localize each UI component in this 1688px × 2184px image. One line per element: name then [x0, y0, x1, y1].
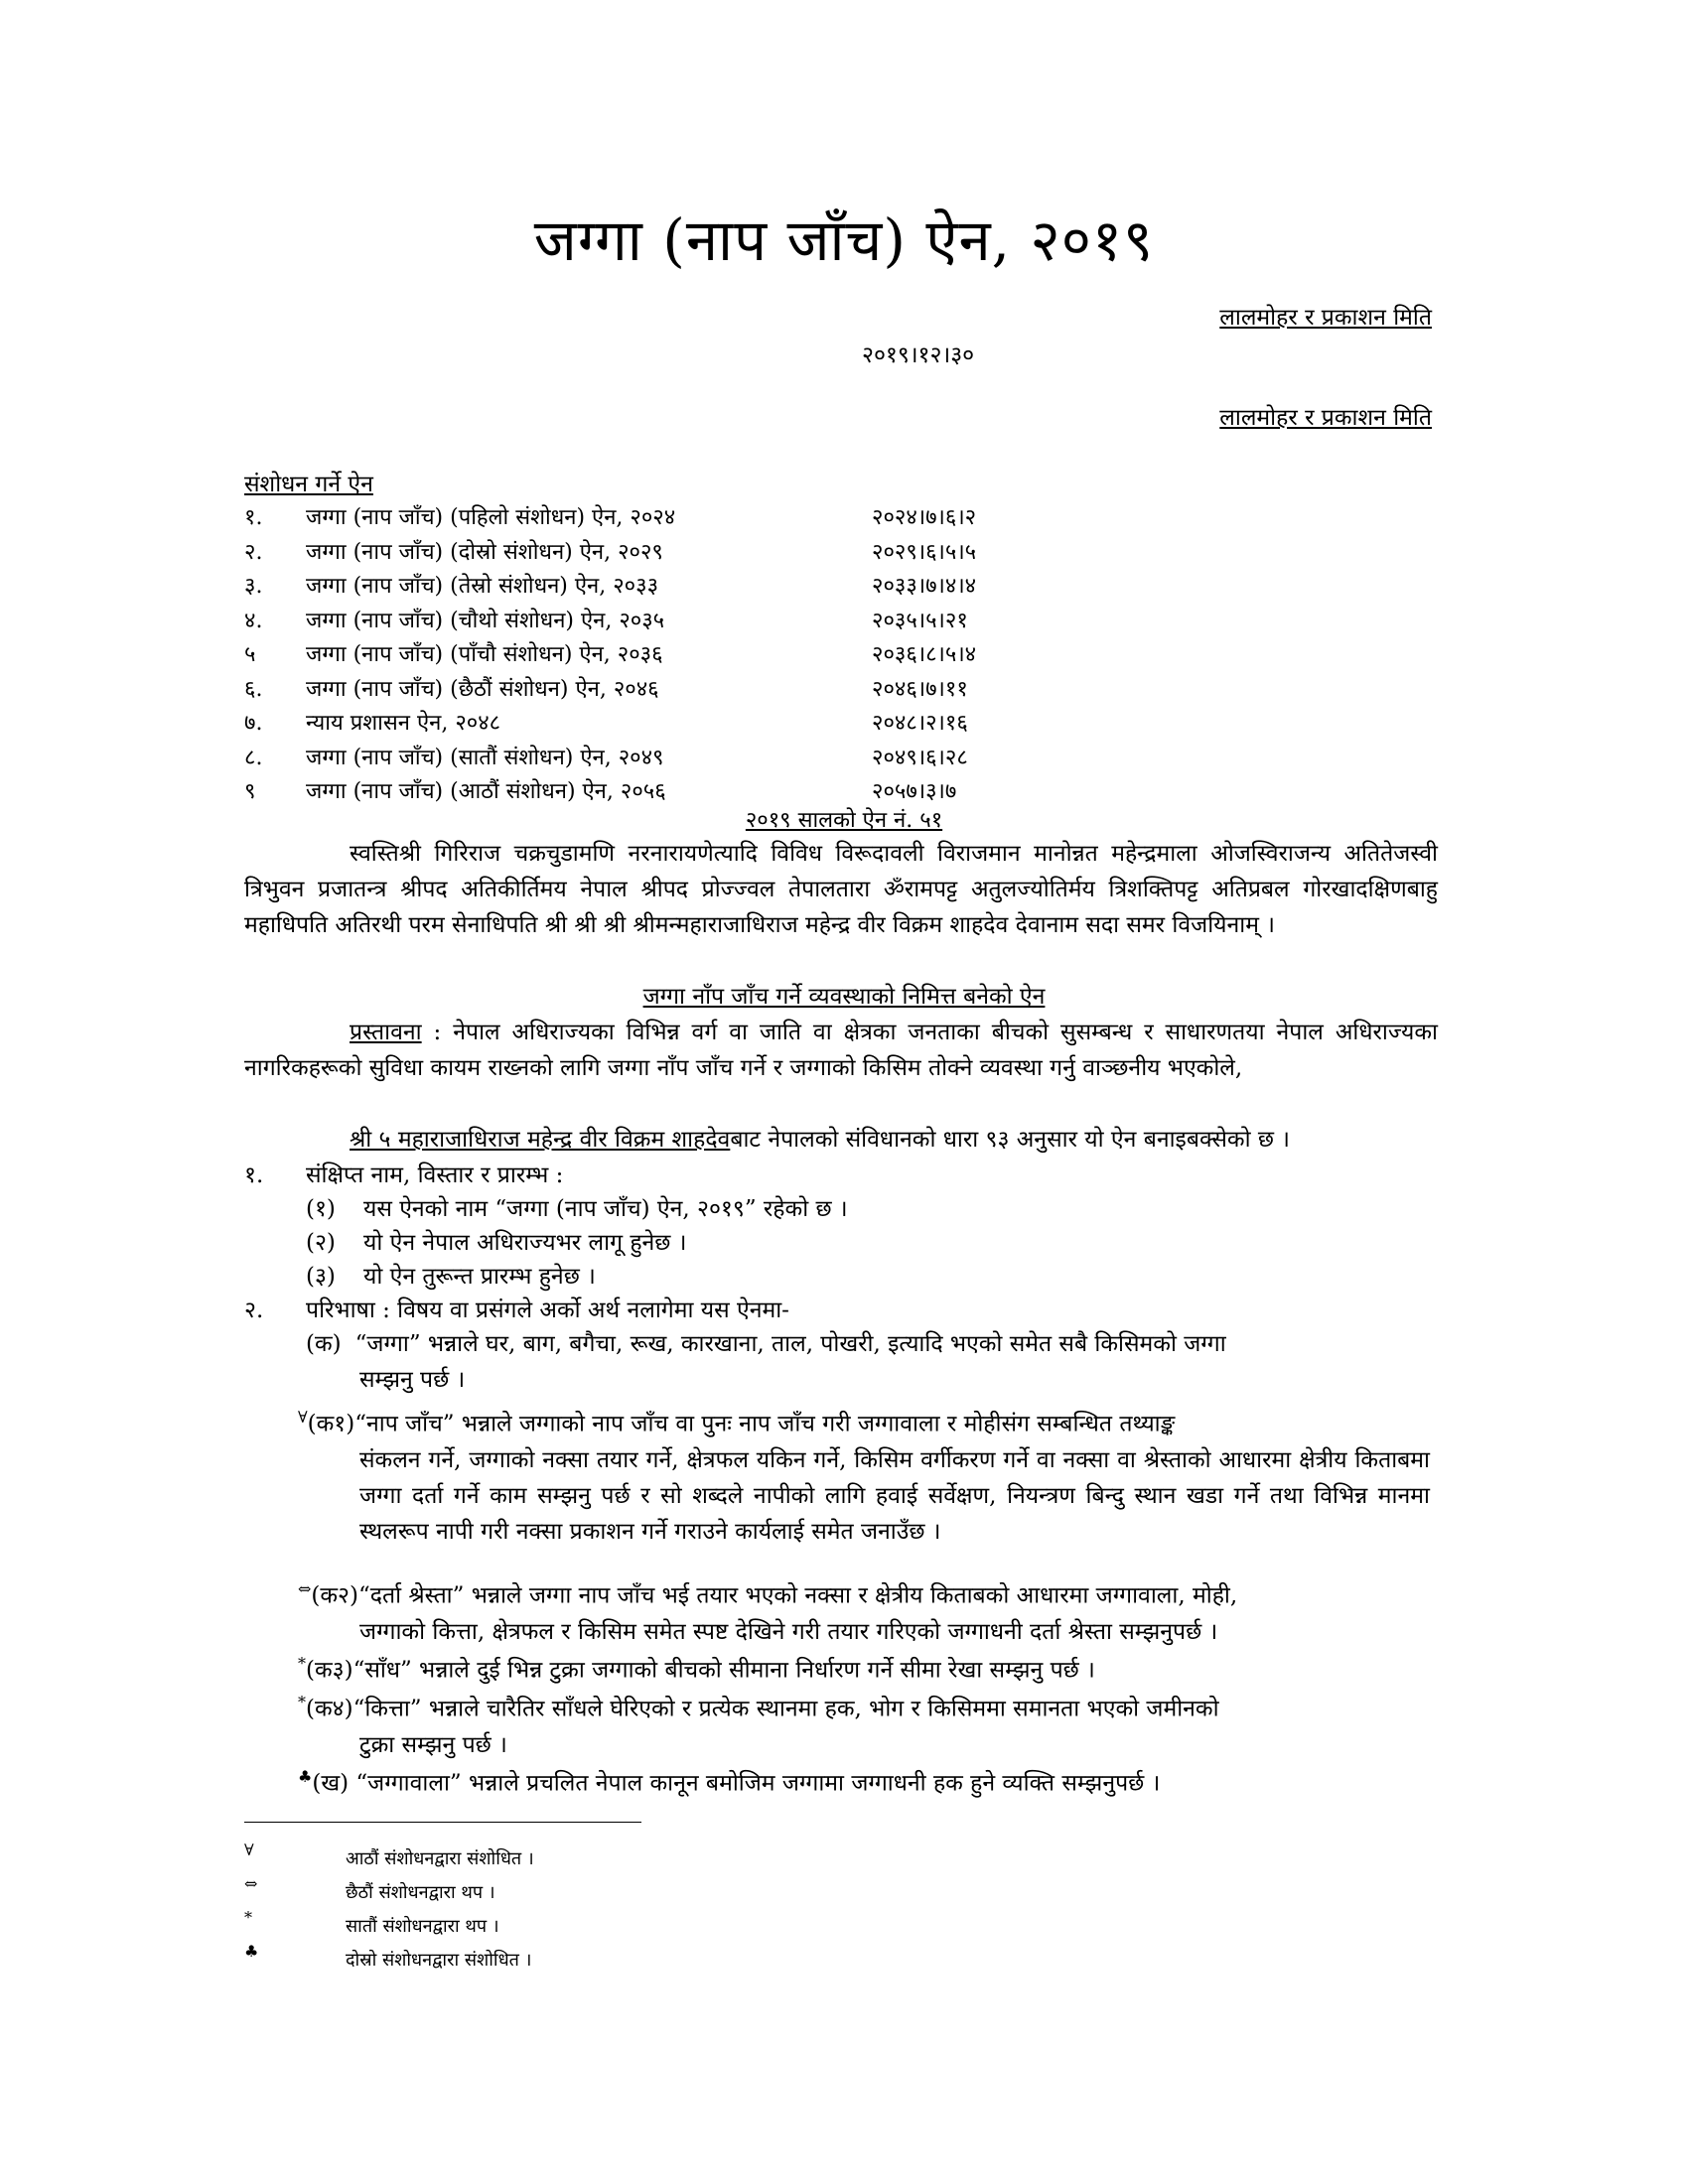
footnote [244, 1942, 741, 1981]
page-title: जग्गा (नाप जाँच) ऐन, २०१९ [533, 206, 1155, 274]
item-number: ८. [244, 745, 263, 770]
act-number-text: २०१९ सालको ऐन नं. ५१ [745, 808, 943, 833]
preamble-text: : नेपाल अधिराज्यका विभिन्न वर्ग वा जाति वा क्षेत्रका जनताका बीचको सुसम्बन्ध र साधारणतया नेपाल अधिराज्यका नागरिकहरूको सुविधा कायम राख्नको लागि जग्गा नाँप जाँच गर्ने र जग्गाको किसिम तोक्ने व्यवस्था गर्नु वाञ्छनीय भएकोले, [244, 1020, 1438, 1081]
item-number: २. [244, 539, 263, 565]
footnote [244, 1908, 741, 1948]
lalmohar-label: लालमोहर र प्रकाशन मिति [1219, 305, 1432, 331]
amendment-date: २०४६।७।११ [872, 676, 968, 702]
subsection [306, 1225, 686, 1261]
act-heading [0, 979, 1688, 1011]
item-number: ४. [244, 608, 263, 633]
definition-ka2 [298, 1571, 1430, 1650]
list-item [244, 536, 1039, 571]
amendment-date: २०२९।६।५।५ [872, 539, 977, 565]
definition-continuation: संकलन गर्ने, जग्गाको नक्सा तयार गर्ने, क्षेत्रफल यकिन गर्ने, किसिम वर्गीकरण गर्ने वा नक्सा वा श्रेस्ताको आधारमा क्षेत्रीय किताबमा जग्गा दर्ता गर्ने काम सम्झनु पर्छ र सो शब्दले नापीको लागि हवाई सर्वेक्षण, नियन्त्रण बिन्दु स्थान खडा गर्ने तथा विभिन्न मानमा स्थलरूप नापी गरी नक्सा प्रकाशन गर्ने गराउने कार्यलाई समेत जनाउँछ । [359, 1446, 1430, 1545]
definition-ka1 [298, 1400, 1430, 1550]
section-number: २. [244, 1297, 264, 1323]
asterisk-marker-icon: * [298, 1654, 306, 1673]
subsection-text: यस ऐनको नाम “जग्गा (नाप जाँच) ऐन, २०१९” रहेको छ । [363, 1196, 848, 1222]
amendment-title: जग्गा (नाप जाँच) (तेस्रो संशोधन) ऐन, २०३३ [306, 574, 659, 599]
list-item [244, 742, 1039, 776]
definition-label: (क४) [306, 1696, 353, 1722]
definition-label: (ख) [312, 1770, 350, 1797]
footnote-symbol-icon: ♣ [244, 1942, 259, 1961]
footnote-symbol-icon: ∀ [244, 1841, 254, 1859]
definition-text: “कित्ता” भन्नाले चारैतिर साँधले घेरिएको र प्रत्येक स्थानमा हक, भोग र किसिममा समानता भएको जमीनको [352, 1696, 1219, 1722]
footnote-text: सातौं संशोधनद्वारा थप । [346, 1916, 499, 1937]
list-item [244, 605, 1039, 639]
publication-date: २०१९।१२।३० [862, 342, 975, 368]
list-item [244, 673, 1039, 708]
footnote-symbol-icon: ⇔ [244, 1874, 258, 1893]
amendment-title: जग्गा (नाप जाँच) (सातौं संशोधन) ऐन, २०४९ [306, 745, 664, 770]
preamble-paragraph [244, 1015, 1438, 1086]
amendment-title: जग्गा (नाप जाँच) (आठौं संशोधन) ऐन, २०५६ [306, 779, 666, 804]
amendment-date: २०५७।३।७ [872, 779, 957, 804]
subsection [306, 1259, 596, 1295]
item-number: १. [244, 505, 263, 530]
club-marker-icon: ♣ [298, 1767, 313, 1786]
act-heading-text: जग्गा नाँप जाँच गर्ने व्यवस्थाको निमित्त बनेको ऐन [642, 984, 1046, 1010]
preamble-label: प्रस्तावना [350, 1020, 422, 1045]
asterisk-marker-icon: * [298, 1693, 306, 1711]
definition-label: (क१) [307, 1411, 355, 1437]
footnote-text: आठौं संशोधनद्वारा संशोधित । [346, 1848, 534, 1869]
definition-text: “जग्गा” भन्नाले घर, बाग, बगैचा, रूख, कारखाना, ताल, पोखरी, इत्यादि भएको समेत सबै किसिमको जग्गा [354, 1331, 1226, 1357]
section-title: परिभाषा : विषय वा प्रसंगले अर्को अर्थ नलागेमा यस ऐनमा- [306, 1297, 789, 1323]
addition-marker-icon: ⇔ [298, 1579, 312, 1598]
amendment-title: जग्गा (नाप जाँच) (चौथो संशोधन) ऐन, २०३५ [306, 608, 665, 633]
lalmohar-label-second: लालमोहर र प्रकाशन मिति [1219, 405, 1432, 431]
footnote-text: दोस्रो संशोधनद्वारा संशोधित । [346, 1950, 532, 1971]
subsection-label: (३) [306, 1264, 336, 1290]
definition-text: “नाप जाँच” भन्नाले जग्गाको नाप जाँच वा पुनः नाप जाँच गरी जग्गावाला र मोहीसंग सम्बन्धित तथ्याङ्क [354, 1411, 1176, 1437]
item-number: ३. [244, 574, 263, 599]
amendment-date: २०३६।८।५।४ [872, 642, 977, 667]
definition-ka4 [298, 1685, 1430, 1763]
footnote-divider [244, 1822, 641, 1823]
item-number: ५ [244, 642, 256, 667]
definition-continuation: टुक्रा सम्झनु पर्छ । [359, 1731, 507, 1758]
amendment-date: २०४८।२।१६ [872, 711, 968, 736]
enactment-paragraph [244, 1122, 1438, 1158]
invocation-paragraph: स्वस्तिश्री गिरिराज चक्रचुडामणि नरनारायणेत्यादि विविध विरूदावली विराजमान मानोन्नत महेन्द्रमाला ओजस्विराजन्य अतितेजस्वी त्रिभुवन प्रजातन्त्र श्रीपद अतिकीर्तिमय नेपाल श्रीपद प्रोज्ज्वल तेपालतारा ॐरामपट्ट अतुलज्योतिर्मय त्रिशक्तिपट्ट अतिप्रबल गोरखादक्षिणबाहु महाधिपति अतिरथी परम सेनाधिपति श्री श्री श्री श्रीमन्महाराजाधिराज महेन्द्र वीर विक्रम शाहदेव देवानाम सदा समर विजयिनाम् । [244, 841, 1438, 938]
section-title: संक्षिप्त नाम, विस्तार र प्रारम्भ : [306, 1162, 564, 1188]
list-item [244, 638, 1039, 673]
definition-kha [298, 1759, 1430, 1802]
amendment-title: न्याय प्रशासन ऐन, २०४८ [306, 711, 501, 736]
definition-ka3 [298, 1646, 1430, 1689]
subsection [306, 1191, 848, 1227]
amendment-marker-icon: ∀ [298, 1408, 308, 1427]
amendment-date: २०३५।५।२१ [872, 608, 968, 633]
definition-text: “साँध” भन्नाले दुई भिन्न टुक्रा जग्गाको बीचको सीमाना निर्धारण गर्ने सीमा रेखा सम्झनु पर्छ । [352, 1657, 1095, 1684]
footnote-symbol-icon: * [244, 1908, 252, 1927]
definition-label: (क३) [306, 1657, 353, 1684]
list-item [244, 707, 1039, 742]
definition-text: “जग्गावाला” भन्नाले प्रचलित नेपाल कानून बमोजिम जग्गामा जग्गाधनी हक हुने व्यक्ति सम्झनुपर्छ । [349, 1770, 1161, 1797]
subsection-label: (२) [306, 1230, 336, 1256]
definition-continuation: सम्झनु पर्छ । [359, 1367, 466, 1393]
definition-ka [306, 1326, 1438, 1398]
subsection-label: (१) [306, 1196, 336, 1222]
amendments-list [244, 501, 1039, 810]
amendment-date: २०४९।६।२८ [872, 745, 968, 770]
amendment-title: जग्गा (नाप जाँच) (दोस्रो संशोधन) ऐन, २०२९ [306, 539, 663, 565]
definition-text: “दर्ता श्रेस्ता” भन्नाले जग्गा नाप जाँच भई तयार भएको नक्सा र क्षेत्रीय किताबको आधारमा जग्गावाला, मोही, [357, 1582, 1238, 1609]
definition-label: (क) [306, 1331, 342, 1357]
footnote [244, 1874, 741, 1914]
subsection-text: यो ऐन नेपाल अधिराज्यभर लागू हुनेछ । [363, 1230, 687, 1256]
definition-continuation: जग्गाको कित्ता, क्षेत्रफल र किसिम समेत स्पष्ट देखिने गरी तयार गरिएको जग्गाधनी दर्ता श्रेस्ता सम्झनुपर्छ । [359, 1618, 1218, 1645]
list-item [244, 570, 1039, 605]
act-number [0, 804, 1688, 834]
enactment-authority: श्री ५ महाराजाधिराज महेन्द्र वीर विक्रम शाहदेव [350, 1127, 731, 1153]
enactment-text: बाट नेपालको संविधानको धारा ९३ अनुसार यो ऐन बनाइबक्सेको छ । [730, 1127, 1291, 1153]
definition-label: (क२) [311, 1582, 358, 1609]
subsection-text: यो ऐन तुरून्त प्रारम्भ हुनेछ । [363, 1264, 596, 1290]
amendments-heading: संशोधन गर्ने ऐन [244, 472, 373, 497]
footnote-text: छैठौं संशोधनद्वारा थप । [346, 1882, 495, 1903]
footnote [244, 1841, 741, 1880]
amendment-date: २०२४।७।६।२ [872, 505, 977, 530]
section-number: १. [244, 1162, 264, 1188]
amendment-title: जग्गा (नाप जाँच) (पाँचौ संशोधन) ऐन, २०३६ [306, 642, 663, 667]
list-item [244, 501, 1039, 536]
amendment-title: जग्गा (नाप जाँच) (छैठौं संशोधन) ऐन, २०४६ [306, 676, 659, 702]
item-number: ७. [244, 711, 263, 736]
amendment-date: २०३३।७।४।४ [872, 574, 977, 599]
item-number: ९ [244, 779, 256, 804]
item-number: ६. [244, 676, 263, 702]
amendment-title: जग्गा (नाप जाँच) (पहिलो संशोधन) ऐन, २०२४ [306, 505, 676, 530]
